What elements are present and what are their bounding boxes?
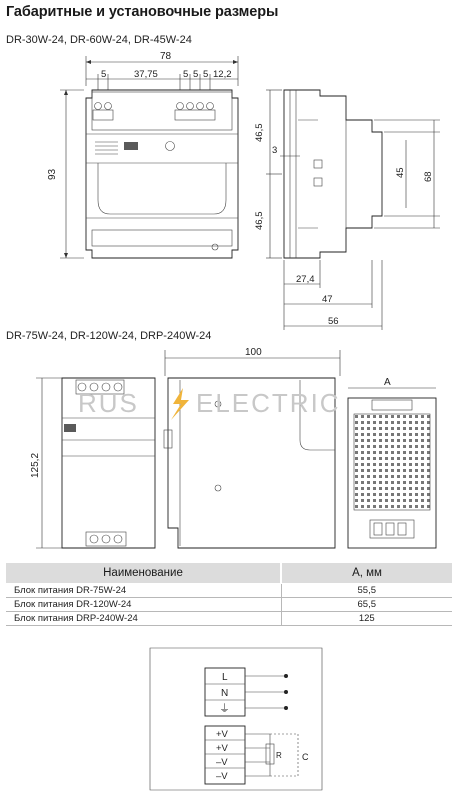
- dim-height2: 125,2: [30, 452, 41, 478]
- dim-side-bottom: 46,5: [254, 211, 265, 230]
- dim-depth: 100: [245, 347, 262, 358]
- dim-p2: 37,75: [134, 69, 158, 80]
- terminal-v4: –V: [216, 771, 228, 782]
- header-a: А, мм: [281, 563, 452, 584]
- capacitor-label: C: [302, 752, 309, 762]
- terminal-n: N: [221, 688, 229, 699]
- row-name: Блок питания DRP-240W-24: [6, 612, 281, 626]
- terminal-v1: +V: [216, 729, 228, 740]
- dim-side-top: 46,5: [254, 123, 265, 142]
- terminal-ground: ⏚: [219, 703, 230, 715]
- dim-p5: 5: [203, 69, 209, 80]
- dim-p4: 5: [193, 69, 199, 80]
- resistor-label: R: [276, 751, 282, 760]
- dim-p6: 12,2: [213, 69, 232, 80]
- terminal-v3: –V: [216, 757, 228, 768]
- terminal-v2: +V: [216, 743, 228, 754]
- row-name: Блок питания DR-120W-24: [6, 598, 281, 612]
- section1-models: DR-30W-24, DR-60W-24, DR-45W-24: [6, 34, 192, 46]
- section2-models: DR-75W-24, DR-120W-24, DRP-240W-24: [6, 330, 212, 342]
- dim-width: 78: [160, 51, 172, 62]
- terminal-l: L: [222, 672, 228, 683]
- dim-side-3: 3: [272, 145, 278, 156]
- dim-p3: 5: [183, 69, 189, 80]
- header-name: Наименование: [6, 563, 281, 584]
- row-a: 55,5: [281, 584, 452, 598]
- dim-side-27: 27,4: [296, 274, 315, 285]
- row-name: Блок питания DR-75W-24: [6, 584, 281, 598]
- watermark-rus: RUS: [78, 388, 139, 418]
- row-a: 65,5: [281, 598, 452, 612]
- dim-side-56: 56: [328, 316, 339, 327]
- dim-p1: 5: [101, 69, 107, 80]
- dim-side-68: 68: [423, 171, 434, 182]
- dim-side-45: 45: [395, 167, 406, 178]
- row-a: 125: [281, 612, 452, 626]
- page-title: Габаритные и установочные размеры: [6, 4, 279, 20]
- dim-a: A: [384, 377, 391, 388]
- dim-height: 93: [47, 168, 58, 180]
- watermark-electric: ELECTRIC: [196, 388, 341, 418]
- dim-side-47: 47: [322, 294, 333, 305]
